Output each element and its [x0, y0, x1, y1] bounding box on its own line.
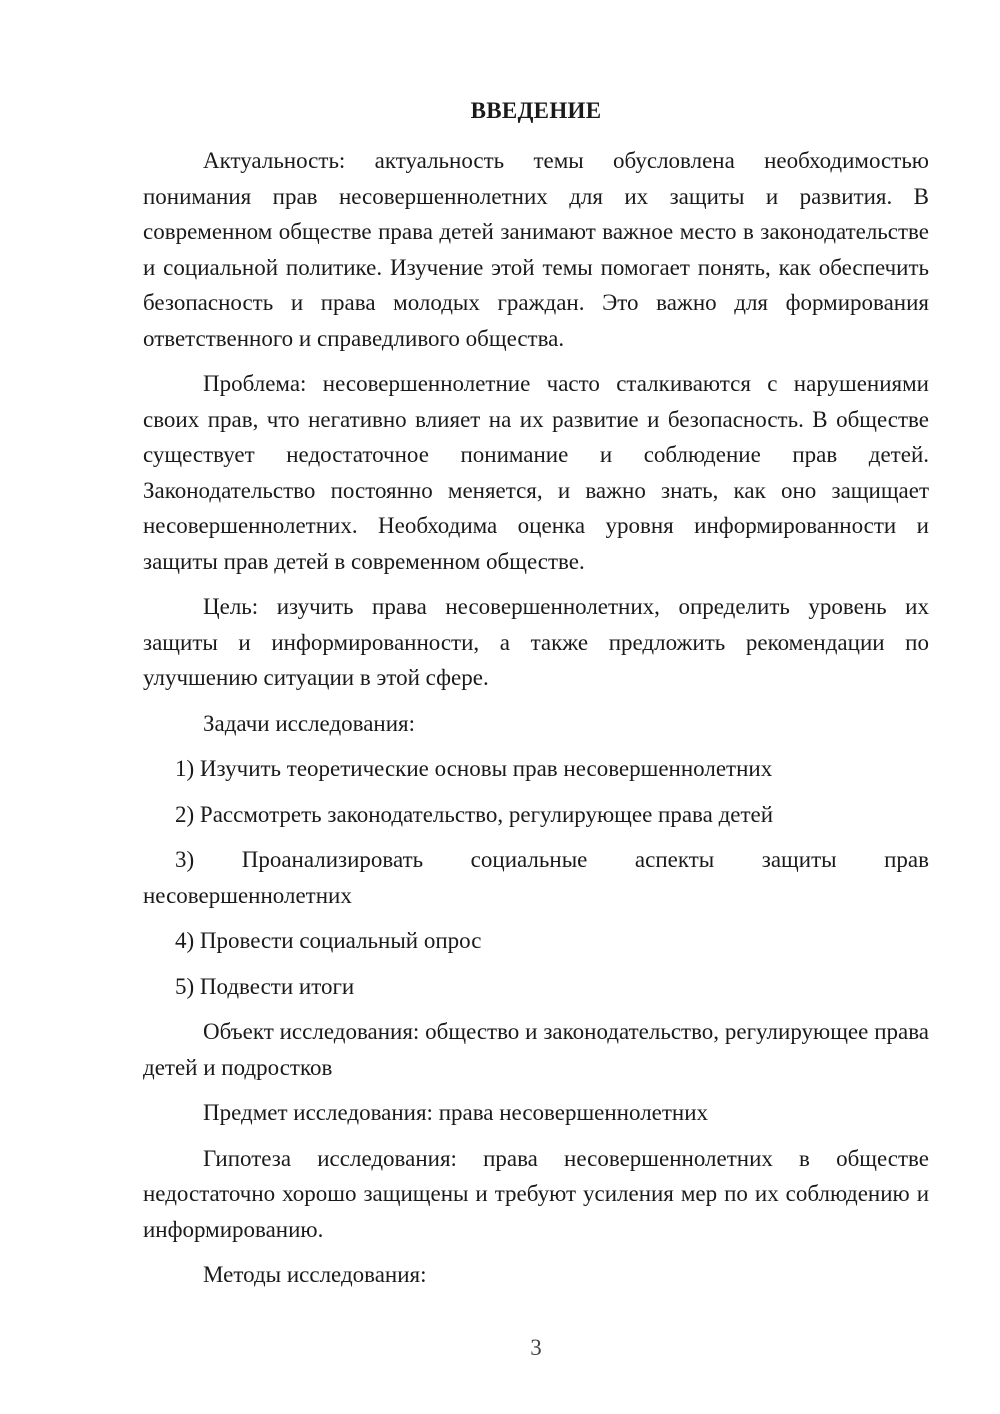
task-item-1: 1) Изучить теоретические основы прав несовершеннолетних [175, 756, 773, 781]
paragraph-relevance: Актуальность: актуальность темы обусловлена необходимостью понимания прав несовершеннолетних для их защиты и развития. В современном обществе права детей занимают важное место в законодательстве и социальной политике. Изучение этой темы помогает понять, как обеспечить безопасность и права молодых граждан. Это важно для формирования ответственного и справедливого общества. [143, 148, 929, 351]
body-text [143, 143, 929, 1293]
task-item-2: 2) Рассмотреть законодательство, регулирующее права детей [175, 801, 774, 827]
paragraph-object: Объект исследования: общество и законодательство, регулирующее права детей и подростков [143, 1019, 929, 1080]
paragraph-methods: Методы исследования: [203, 1262, 427, 1287]
paragraph-problem: Проблема: несовершеннолетние часто сталкиваются с нарушениями своих прав, что негативно влияет на их развитие и безопасность. В обществе существует недостаточное понимание и соблюдение прав детей. Законодательство постоянно меняется, и важно знать, как оно защищает несовершеннолетних. Необходима оценка уровня информированности и защиты прав детей в современном обществе. [143, 371, 929, 574]
task-item-5: 5) Подвести итоги [175, 973, 355, 999]
task-item-4: 4) Провести социальный опрос [175, 928, 482, 953]
paragraph-goal: Цель: изучить права несовершеннолетних, определить уровень их защиты и информированности, а также предложить рекомендации по улучшению ситуации в этой сфере. [143, 594, 929, 690]
section-title: ВВЕДЕНИЕ [470, 98, 602, 123]
page-number: 3 [530, 1335, 542, 1360]
paragraph-tasks-heading: Задачи исследования: [203, 710, 416, 736]
paragraph-hypothesis: Гипотеза исследования: права несовершеннолетних в обществе недостаточно хорошо защищены и требуют усиления мер по их соблюдению и информированию. [143, 1145, 929, 1242]
paragraph-subject: Предмет исследования: права несовершеннолетних [203, 1100, 709, 1125]
task-item-3: 3) Проанализировать социальные аспекты защиты прав несовершеннолетних [143, 847, 929, 908]
